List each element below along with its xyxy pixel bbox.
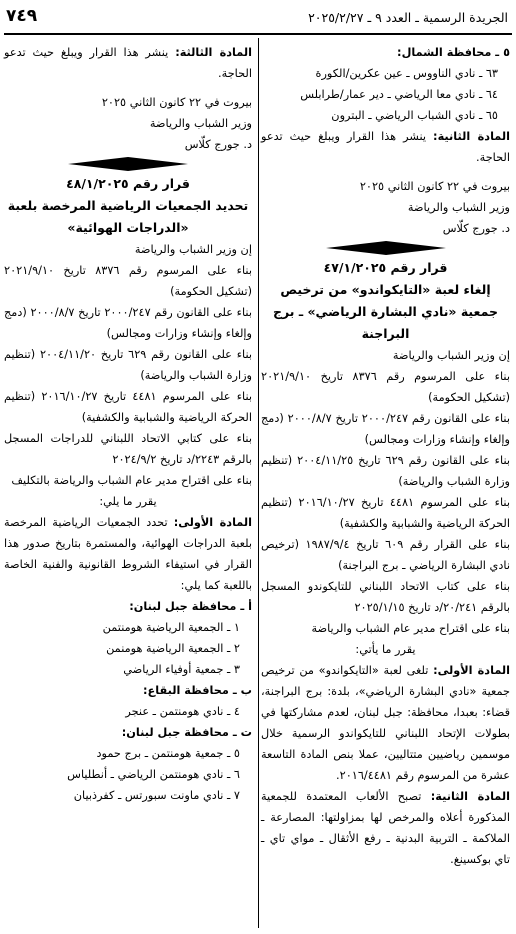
article-2: [261, 126, 510, 168]
decree-title: قرار رقم ٤٨/١/٢٠٢٥: [66, 176, 190, 191]
article-label: المادة الأولى:: [433, 664, 511, 677]
consideration: بناء على القرار رقم ٦٠٩ تاريخ ١٩٨٧/٩/٤ (ترخيص نادي البشارة الرياضي ـ برج البراجنة): [261, 538, 510, 572]
list-item: ٢ ـ الجمعية الرياضية هومنمن: [106, 642, 240, 655]
signer-name: د. جورج كلّاس: [184, 138, 252, 151]
minister-title: وزير الشباب والرياضة: [407, 201, 510, 214]
consideration: بناء على المرسوم ٤٤٨١ تاريخ ٢٠١٦/١٠/٢٧ (تنظيم الحركة الرياضية والشبابية والكشفية): [261, 496, 510, 530]
list-item: ٧ ـ نادي ماونت سبورتس ـ كفرذبيان: [73, 789, 240, 802]
article-label: المادة الأولى:: [173, 516, 252, 529]
page-number: ٧٤٩: [6, 6, 38, 26]
article-label: المادة الثالثة:: [175, 46, 252, 59]
signer-name: د. جورج كلّاس: [442, 222, 510, 235]
list-item: ٦ ـ نادي هومنتمن الرياضي ـ أنطلياس: [67, 768, 240, 781]
list-item: ٦٥ ـ نادي الشباب الرياضي ـ البترون: [331, 109, 498, 122]
region-heading: ب ـ محافظة البقاع:: [143, 684, 252, 697]
article-text: ينشر هذا القرار ويبلغ حيث تدعو الحاجة.: [261, 130, 510, 164]
decides-line: يقرر ما يأتي:: [355, 643, 416, 656]
article-3: [4, 42, 252, 84]
article-2: [261, 786, 510, 870]
consideration: بناء على اقتراح مدير عام الشباب والرياضة: [311, 622, 510, 635]
consideration: بناء على القانون رقم ٢٠٠٠/٢٤٧ تاريخ ٢٠٠٠/٨/٧ (دمج وإلغاء وإنشاء وزارات ومجالس): [4, 306, 252, 340]
consideration: بناء على القانون رقم ٦٢٩ تاريخ ٢٠٠٤/١١/٢٥ (تنظيم وزارة الشباب والرياضة): [261, 454, 510, 488]
region-heading: أ ـ محافظة جبل لبنان:: [129, 600, 252, 613]
intro-line: إن وزير الشباب والرياضة: [134, 243, 252, 256]
minister-title: وزير الشباب والرياضة: [149, 117, 252, 130]
consideration: بناء على القانون رقم ٢٠٠٠/٢٤٧ تاريخ ٢٠٠٠/٨/٧ (دمج وإلغاء وإنشاء وزارات ومجالس): [261, 412, 510, 446]
list-item: ٥ ـ جمعية هومنتمن ـ برج حمود: [96, 747, 240, 760]
header-rule: [4, 33, 512, 35]
list-item: ٣ ـ جمعية أوفياء الرياضي: [123, 663, 240, 676]
consideration: بناء على القانون رقم ٦٢٩ تاريخ ٢٠٠٤/١١/٢٠ (تنظيم وزارة الشباب والرياضة): [4, 348, 252, 382]
article-label: المادة الثانية:: [433, 130, 510, 143]
decree-subtitle: «الدراجات الهوائية»: [67, 220, 189, 235]
consideration: بناء على المرسوم رقم ٨٣٧٦ تاريخ ٢٠٢١/٩/١٠ (تشكيل الحكومة): [261, 370, 510, 404]
column-divider: [258, 38, 259, 928]
consideration: بناء على المرسوم رقم ٨٣٧٦ تاريخ ٢٠٢١/٩/١٠ (تشكيل الحكومة): [4, 264, 252, 298]
article-text: تلغى لعبة «التايكواندو» من ترخيص جمعية «نادي البشارة الرياضي»، بلدة: برج البراجنة، قضاء: بعبدا، محافظة: جبل لبنان، لعدم مشاركتها في بطولات الإتحاد اللبناني للتايكواندو الرسمية خلال موسمين رياضيين متتاليين، عملا بنص المادة التاسعة عشرة من المرسوم رقم ٢٠١٦/٤٤٨١.: [261, 664, 510, 782]
consideration: بناء على اقتراح مدير عام الشباب والرياضة بالتكليف: [11, 474, 252, 487]
list-item: ٦٤ ـ نادي معا الرياضي ـ دير عمار/طرابلس: [300, 88, 498, 101]
article-1: [261, 660, 510, 786]
article-label: المادة الثانية:: [430, 790, 510, 803]
divider-ornament: [4, 157, 252, 171]
divider-ornament: [261, 241, 510, 255]
list-item: ٦٣ ـ نادي الناووس ـ عين عكرين/الكورة: [315, 67, 498, 80]
right-column: [261, 42, 510, 870]
decides-line: يقرر ما يلي:: [99, 495, 157, 508]
consideration: بناء على كتاب الاتحاد اللبناني للتايكوندو المسجل بالرقم ٢٠/٢٤١/د تاريخ ٢٠٢٥/١/١٥: [261, 580, 510, 614]
decree-subtitle: إلغاء لعبة «التايكواندو» من ترخيص: [280, 282, 491, 297]
article-text: تحدد الجمعيات الرياضية المرخصة بلعبة الدراجات الهوائية، والمستمرة بتاريخ صدور هذا القرار في استيفاء الشروط القانونية والفنية الخاصة باللعبة كما يلي:: [4, 516, 252, 592]
decree-title: قرار رقم ٤٧/١/٢٠٢٥: [323, 260, 448, 275]
region-heading: ٥ ـ محافظة الشمال:: [397, 46, 510, 59]
article-text: ينشر هذا القرار ويبلغ حيث تدعو الحاجة.: [4, 46, 252, 80]
region-heading: ت ـ محافظة جبل لبنان:: [121, 726, 252, 739]
decision-date: بيروت في ٢٢ كانون الثاني ٢٠٢٥: [101, 96, 252, 109]
intro-line: إن وزير الشباب والرياضة: [392, 349, 510, 362]
consideration: بناء على كتابي الاتحاد اللبناني للدراجات المسجل بالرقم ٢٢٤٣/د تاريخ ٢٠٢٤/٩/٢: [4, 432, 252, 466]
list-item: ٤ ـ نادي هومنتمن ـ عنجر: [125, 705, 240, 718]
decree-subtitle: تحديد الجمعيات الرياضية المرخصة بلعبة: [7, 198, 249, 213]
article-text: تصبح الألعاب المعتمدة للجمعية المذكورة أعلاه والمرخص لها بمزاولتها: المصارعة ـ الملاكمة ـ التربية البدنية ـ رفع الأثقال ـ مواي تاي ـ تاي بوكسينغ.: [261, 790, 510, 866]
decree-subtitle: جمعية «نادي البشارة الرياضي» ـ برج البراجنة: [273, 304, 498, 341]
decision-date: بيروت في ٢٢ كانون الثاني ٢٠٢٥: [359, 180, 510, 193]
gazette-title: الجريدة الرسمية ـ العدد ٩ ـ ٢٠٢٥/٢/٢٧: [308, 10, 508, 25]
page-header: [4, 2, 512, 32]
article-1: [4, 512, 252, 596]
consideration: بناء على المرسوم ٤٤٨١ تاريخ ٢٠١٦/١٠/٢٧ (تنظيم الحركة الرياضية والشبابية والكشفية): [4, 390, 252, 424]
list-item: ١ ـ الجمعية الرياضية هومنتمن: [102, 621, 240, 634]
left-column: [4, 42, 252, 806]
